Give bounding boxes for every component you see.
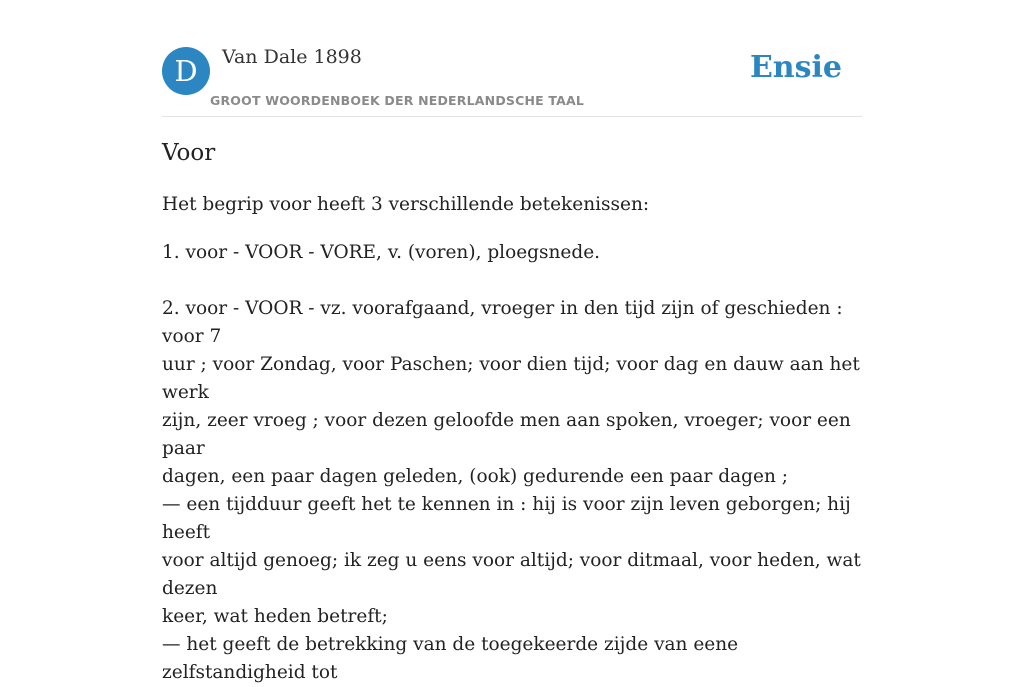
ensie-logo[interactable]: Ensie	[749, 50, 842, 85]
page-container	[162, 0, 862, 683]
definitions-list	[162, 239, 862, 687]
header	[162, 0, 862, 117]
definition-spacer	[162, 267, 862, 295]
definition-2-line-5: — een tijdduur geeft het te kennen in : hij is voor zijn leven geborgen; hij heeft	[162, 494, 851, 543]
entry-intro: Het begrip voor heeft 3 verschillende betekenissen:	[162, 194, 650, 215]
dictionary-title[interactable]: Van Dale 1898	[222, 46, 362, 68]
entry-title: Voor	[162, 140, 216, 166]
definition-2-line-4: dagen, een paar dagen geleden, (ook) gedurende een paar dagen ;	[162, 466, 788, 487]
definition-2-line-7: keer, wat heden betreft;	[162, 606, 388, 627]
definition-2-line-8: — het geeft de betrekking van de toegekeerde zijde van eene zelfstandigheid tot	[162, 634, 739, 683]
dictionary-subtitle: GROOT WOORDENBOEK DER NEDERLANDSCHE TAAL	[210, 93, 585, 108]
definition-1: 1. voor - VOOR - VORE, v. (voren), ploegsnede.	[162, 242, 601, 263]
dictionary-logo[interactable]: D	[162, 47, 210, 95]
definition-2-line-2: uur ; voor Zondag, voor Paschen; voor dien tijd; voor dag en dauw aan het werk	[162, 354, 860, 403]
definition-2-line-1: 2. voor - VOOR - vz. voorafgaand, vroeger in den tijd zijn of geschieden : voor 7	[162, 298, 843, 347]
definition-2-line-6: voor altijd genoeg; ik zeg u eens voor altijd; voor ditmaal, voor heden, wat dezen	[162, 550, 861, 599]
definition-2-line-3: zijn, zeer vroeg ; voor dezen geloofde men aan spoken, vroeger; voor een paar	[162, 410, 851, 459]
